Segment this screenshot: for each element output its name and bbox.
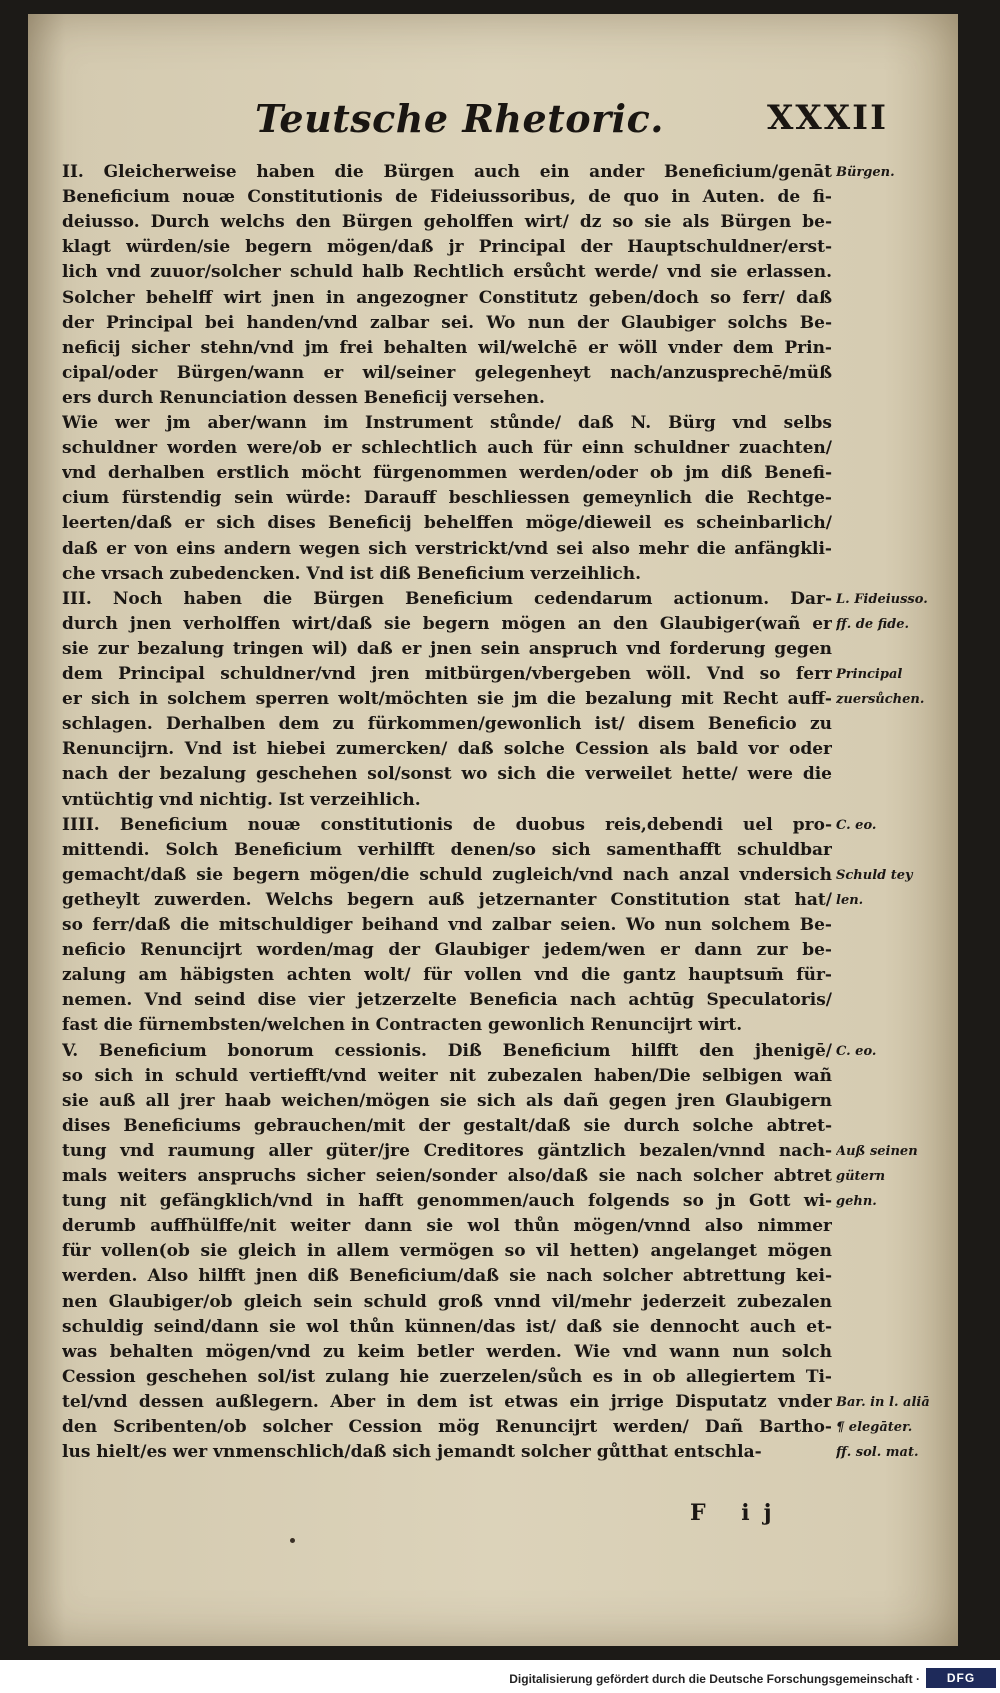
ink-spot xyxy=(290,1538,295,1543)
text-line: dem Principal schuldner/vnd jren mitbürgen/vbergeben wöll. Vnd so ferr xyxy=(62,664,832,684)
text-line: tung vnd raumung aller güter/jre Creditores gäntzlich bezalen/vnnd nach- xyxy=(62,1140,832,1161)
body-text xyxy=(62,160,832,1490)
margin-note: C. eo. xyxy=(836,817,877,833)
text-line: neficij sicher stehn/vnd jm frei behalten wil/welchē er wöll vnder dem Prin- xyxy=(62,337,832,358)
text-line: für vollen(ob sie gleich in allem vermögen so vil hetten) angelanget mögen xyxy=(62,1241,832,1262)
text-line: er sich in solchem sperren wolt/möchten sie jm die bezalung mit Recht auff- xyxy=(62,689,832,710)
margin-note: Auß seinen xyxy=(836,1143,918,1159)
text-line: nen Glaubiger/ob gleich sein schuld groß vnnd vil/mehr jederzeit zubezalen xyxy=(62,1291,832,1312)
margin-note: ff. sol. mat. xyxy=(836,1445,919,1461)
page-header xyxy=(30,96,930,156)
text-line: klagt würden/sie begern mögen/daß jr Principal der Hauptschuldner/erst- xyxy=(62,237,832,258)
text-line: che vrsach zubedencken. Vnd ist diß Beneficium verzeihlich. xyxy=(62,563,642,584)
text-line: daß er von eins andern wegen sich verstrickt/vnd sei also mehr die anfängkli- xyxy=(62,538,832,559)
running-title: Teutsche Rhetoric. xyxy=(255,96,664,141)
text-line: den Scribenten/ob solcher Cession mög Renuncijrt werden/ Dañ Bartho- xyxy=(62,1417,832,1437)
digitization-credit: Digitalisierung gefördert durch die Deutsche Forschungsgemeinschaft · xyxy=(509,1672,920,1686)
margin-note: L. Fideiusso. xyxy=(836,591,928,607)
text-line: neficio Renuncijrt worden/mag der Glaubiger jedem/wen er dann zur be- xyxy=(62,940,832,961)
text-line: derumb auffhülffe/nit weiter dann sie wol thůn mögen/vnnd also nimmer xyxy=(62,1216,832,1237)
text-line: III. Noch haben die Bürgen Beneficium cedendarum actionum. Dar- xyxy=(62,588,832,609)
text-line: II. Gleicherweise haben die Bürgen auch ein ander Beneficium/genāt xyxy=(62,162,832,182)
text-line: deiusso. Durch welchs den Bürgen geholffen wirt/ dz so sie als Bürgen be- xyxy=(62,212,832,233)
text-line: so ferr/daß die mitschuldiger beihand vnd zalbar seien. Wo nun solchem Be- xyxy=(62,915,832,935)
text-line: schuldner worden were/ob er schlechtlich auch für einn schuldner zuachten/ xyxy=(62,438,832,459)
margin-note: gehn. xyxy=(836,1194,877,1210)
text-line: lich vnd zuuor/solcher schuld halb Rechtlich ersůcht werde/ vnd sie erlassen. xyxy=(62,262,832,283)
margin-note: Bürgen. xyxy=(836,165,895,180)
text-line: tel/vnd dessen außlegern. Aber in dem ist etwas ein jrrige Disputatz vnder xyxy=(62,1391,832,1412)
margin-note: C. eo. xyxy=(836,1043,877,1059)
text-line: der Principal bei handen/vnd zalbar sei. Wo nun der Glaubiger solchs Be- xyxy=(62,312,832,333)
dfg-logo: DFG xyxy=(926,1668,996,1688)
text-line: getheylt zuwerden. Welchs begern auß jetzernanter Constitution stat hat/ xyxy=(62,889,832,910)
signature-mark: F ij xyxy=(690,1500,786,1526)
text-line: leerten/daß er sich dises Beneficij behelffen möge/dieweil es scheinbarlich/ xyxy=(62,513,832,534)
margin-note: zuersůchen. xyxy=(836,692,925,708)
text-line: dises Beneficiums gebrauchen/mit der gestalt/daß sie durch solche abtret- xyxy=(62,1115,832,1136)
text-line: cipal/oder Bürgen/wann er wil/seiner gelegenheyt nach/anzusprechē/müß xyxy=(62,362,832,383)
text-line: Solcher behelff wirt jnen in angezogner Constitutz geben/doch so ferr/ daß xyxy=(62,287,832,308)
text-line: so sich in schuld vertiefft/vnd weiter nit zubezalen haben/Die selbigen wañ xyxy=(62,1065,832,1086)
text-line: schuldig seind/dann sie wol thůn künnen/das ist/ daß sie dennocht auch et- xyxy=(62,1316,832,1337)
text-line: werden. Also hilfft jnen diß Beneficium/daß sie nach solcher abtrettung kei- xyxy=(62,1266,832,1287)
text-line: Beneficium nouæ Constitutionis de Fideiussoribus, de quo in Auten. de fi- xyxy=(62,187,832,208)
text-line: Wie wer jm aber/wann im Instrument stůnde/ daß N. Bürg vnd selbs xyxy=(62,413,832,433)
text-line: gemacht/daß sie begern mögen/die schuld zugleich/vnd nach anzal vndersich xyxy=(62,864,832,885)
margin-notes xyxy=(836,160,956,1490)
text-line: schlagen. Derhalben dem zu fürkommen/gewonlich ist/ disem Beneficio zu xyxy=(62,714,832,735)
text-line: mals weiters anspruchs sicher seien/sonder also/daß sie nach solcher abtret xyxy=(62,1166,832,1186)
margin-note: gütern xyxy=(836,1169,886,1184)
text-line: V. Beneficium bonorum cessionis. Diß Beneficium hilfft den jhenigē/ xyxy=(62,1040,832,1061)
folio-number: XXXII xyxy=(767,98,888,138)
text-line: vntüchtig vnd nichtig. Ist verzeihlich. xyxy=(62,789,421,810)
margin-note: ff. de fide. xyxy=(836,616,910,632)
text-line: lus hielt/es wer vnmenschlich/daß sich jemandt solcher gůtthat entschla- xyxy=(62,1442,762,1463)
text-line: tung nit gefängklich/vnd in hafft genommen/auch folgends so jn Gott wi- xyxy=(62,1191,832,1212)
margin-note: Schuld tey xyxy=(836,867,913,883)
text-line: Cession geschehen sol/ist zulang hie zuerzelen/sůch es in ob allegiertem Ti- xyxy=(62,1366,832,1387)
text-line: zalung am häbigsten achten wolt/ für vollen vnd die gantz hauptsum̄ für- xyxy=(62,965,832,986)
text-line: cium fürstendig sein würde: Darauff beschliessen gemeynlich die Rechtge- xyxy=(62,488,832,509)
text-line: vnd derhalben erstlich möcht fürgenommen werden/oder ob jm diß Benefi- xyxy=(62,463,832,484)
text-line: ers durch Renunciation dessen Beneficij versehen. xyxy=(62,387,545,408)
margin-note: ¶ elegāter. xyxy=(836,1420,913,1435)
text-line: sie zur bezalung tringen wil) daß er jnen sein anspruch vnd forderung gegen xyxy=(62,638,832,659)
text-line: fast die fürnembsten/welchen in Contracten gewonlich Renuncijrt wirt. xyxy=(62,1015,743,1036)
text-line: was behalten mögen/vnd zu keim betler werden. Wie vnd wann nun solch xyxy=(62,1341,832,1362)
text-line: Renuncijrn. Vnd ist hiebei zumercken/ daß solche Cession als bald vor oder xyxy=(62,739,832,760)
text-line: IIII. Beneficium nouæ constitutionis de duobus reis,debendi uel pro- xyxy=(62,814,832,835)
text-line: sie auß all jrer haab weichen/mögen sie sich als dañ gegen jren Glaubigern xyxy=(62,1090,832,1111)
text-line: durch jnen verholffen wirt/daß sie begern mögen an den Glaubiger(wañ er xyxy=(62,613,832,634)
text-line: mittendi. Solch Beneficium verhilfft denen/so sich samenthafft schuldbar xyxy=(62,839,832,860)
margin-note: Principal xyxy=(836,667,903,682)
margin-note: len. xyxy=(836,892,864,908)
text-line: nemen. Vnd seind dise vier jetzerzelte Beneficia nach achtūg Speculatoris/ xyxy=(62,990,832,1011)
text-line: nach der bezalung geschehen sol/sonst wo sich die verweilet hette/ were die xyxy=(62,764,832,785)
margin-note: Bar. in l. aliā xyxy=(836,1394,930,1410)
